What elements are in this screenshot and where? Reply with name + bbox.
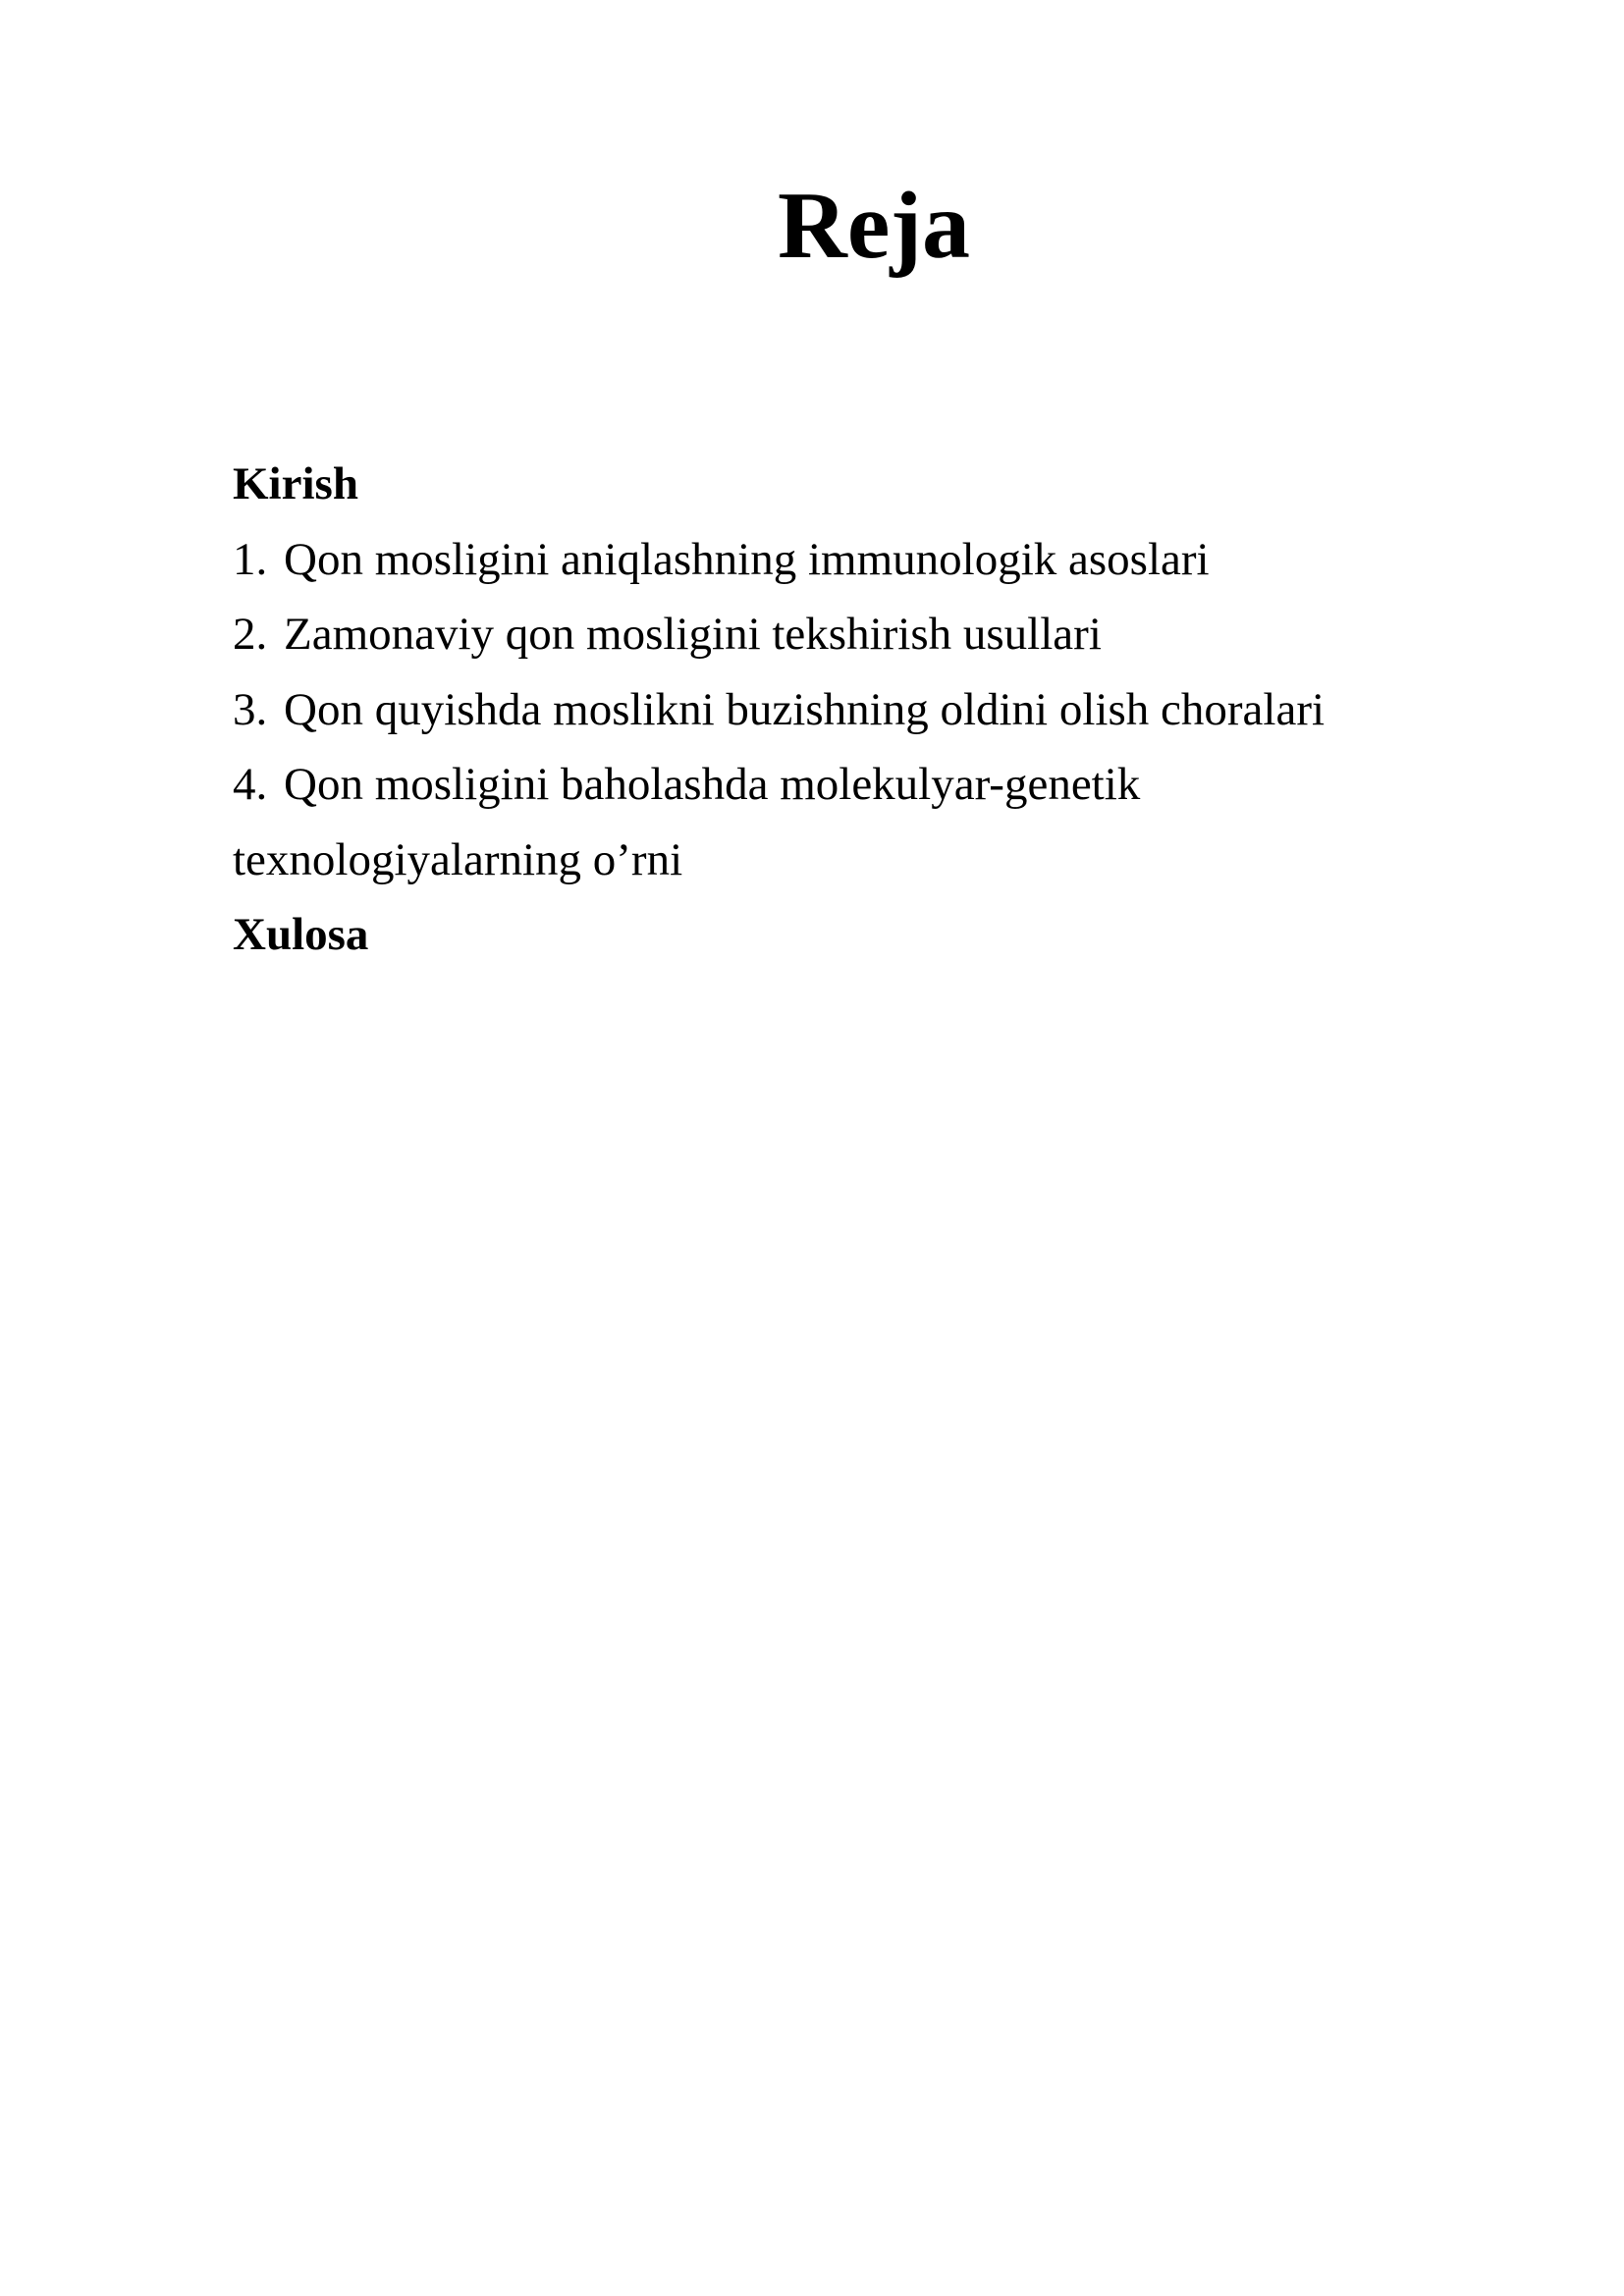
plan-item-number: 4. — [233, 759, 268, 810]
plan-item-4-continuation: texnologiyalarning o’rni — [233, 833, 683, 885]
plan-item-1 — [233, 522, 1509, 598]
plan-item-text: Zamonaviy qon mosligini tekshirish usullari — [284, 609, 1102, 660]
plan-item-text: Qon quyishda moslikni buzishning oldini olish choralari — [284, 683, 1326, 735]
plan-item-text: Qon mosligini baholashda molekulyar-genetik — [284, 759, 1141, 810]
plan-intro: Kirish — [233, 458, 358, 509]
plan-list — [233, 447, 1509, 973]
plan-item-text: Qon mosligini aniqlashning immunologik asoslari — [284, 533, 1210, 585]
page-title: Reja — [778, 173, 970, 279]
plan-item-number: 1. — [233, 533, 268, 585]
plan-item-number: 3. — [233, 683, 268, 735]
plan-item-3 — [233, 672, 1509, 748]
plan-item-number: 2. — [233, 609, 268, 660]
plan-item-2 — [233, 597, 1509, 672]
plan-item-4 — [233, 747, 1509, 823]
plan-conclusion: Xulosa — [233, 909, 369, 960]
